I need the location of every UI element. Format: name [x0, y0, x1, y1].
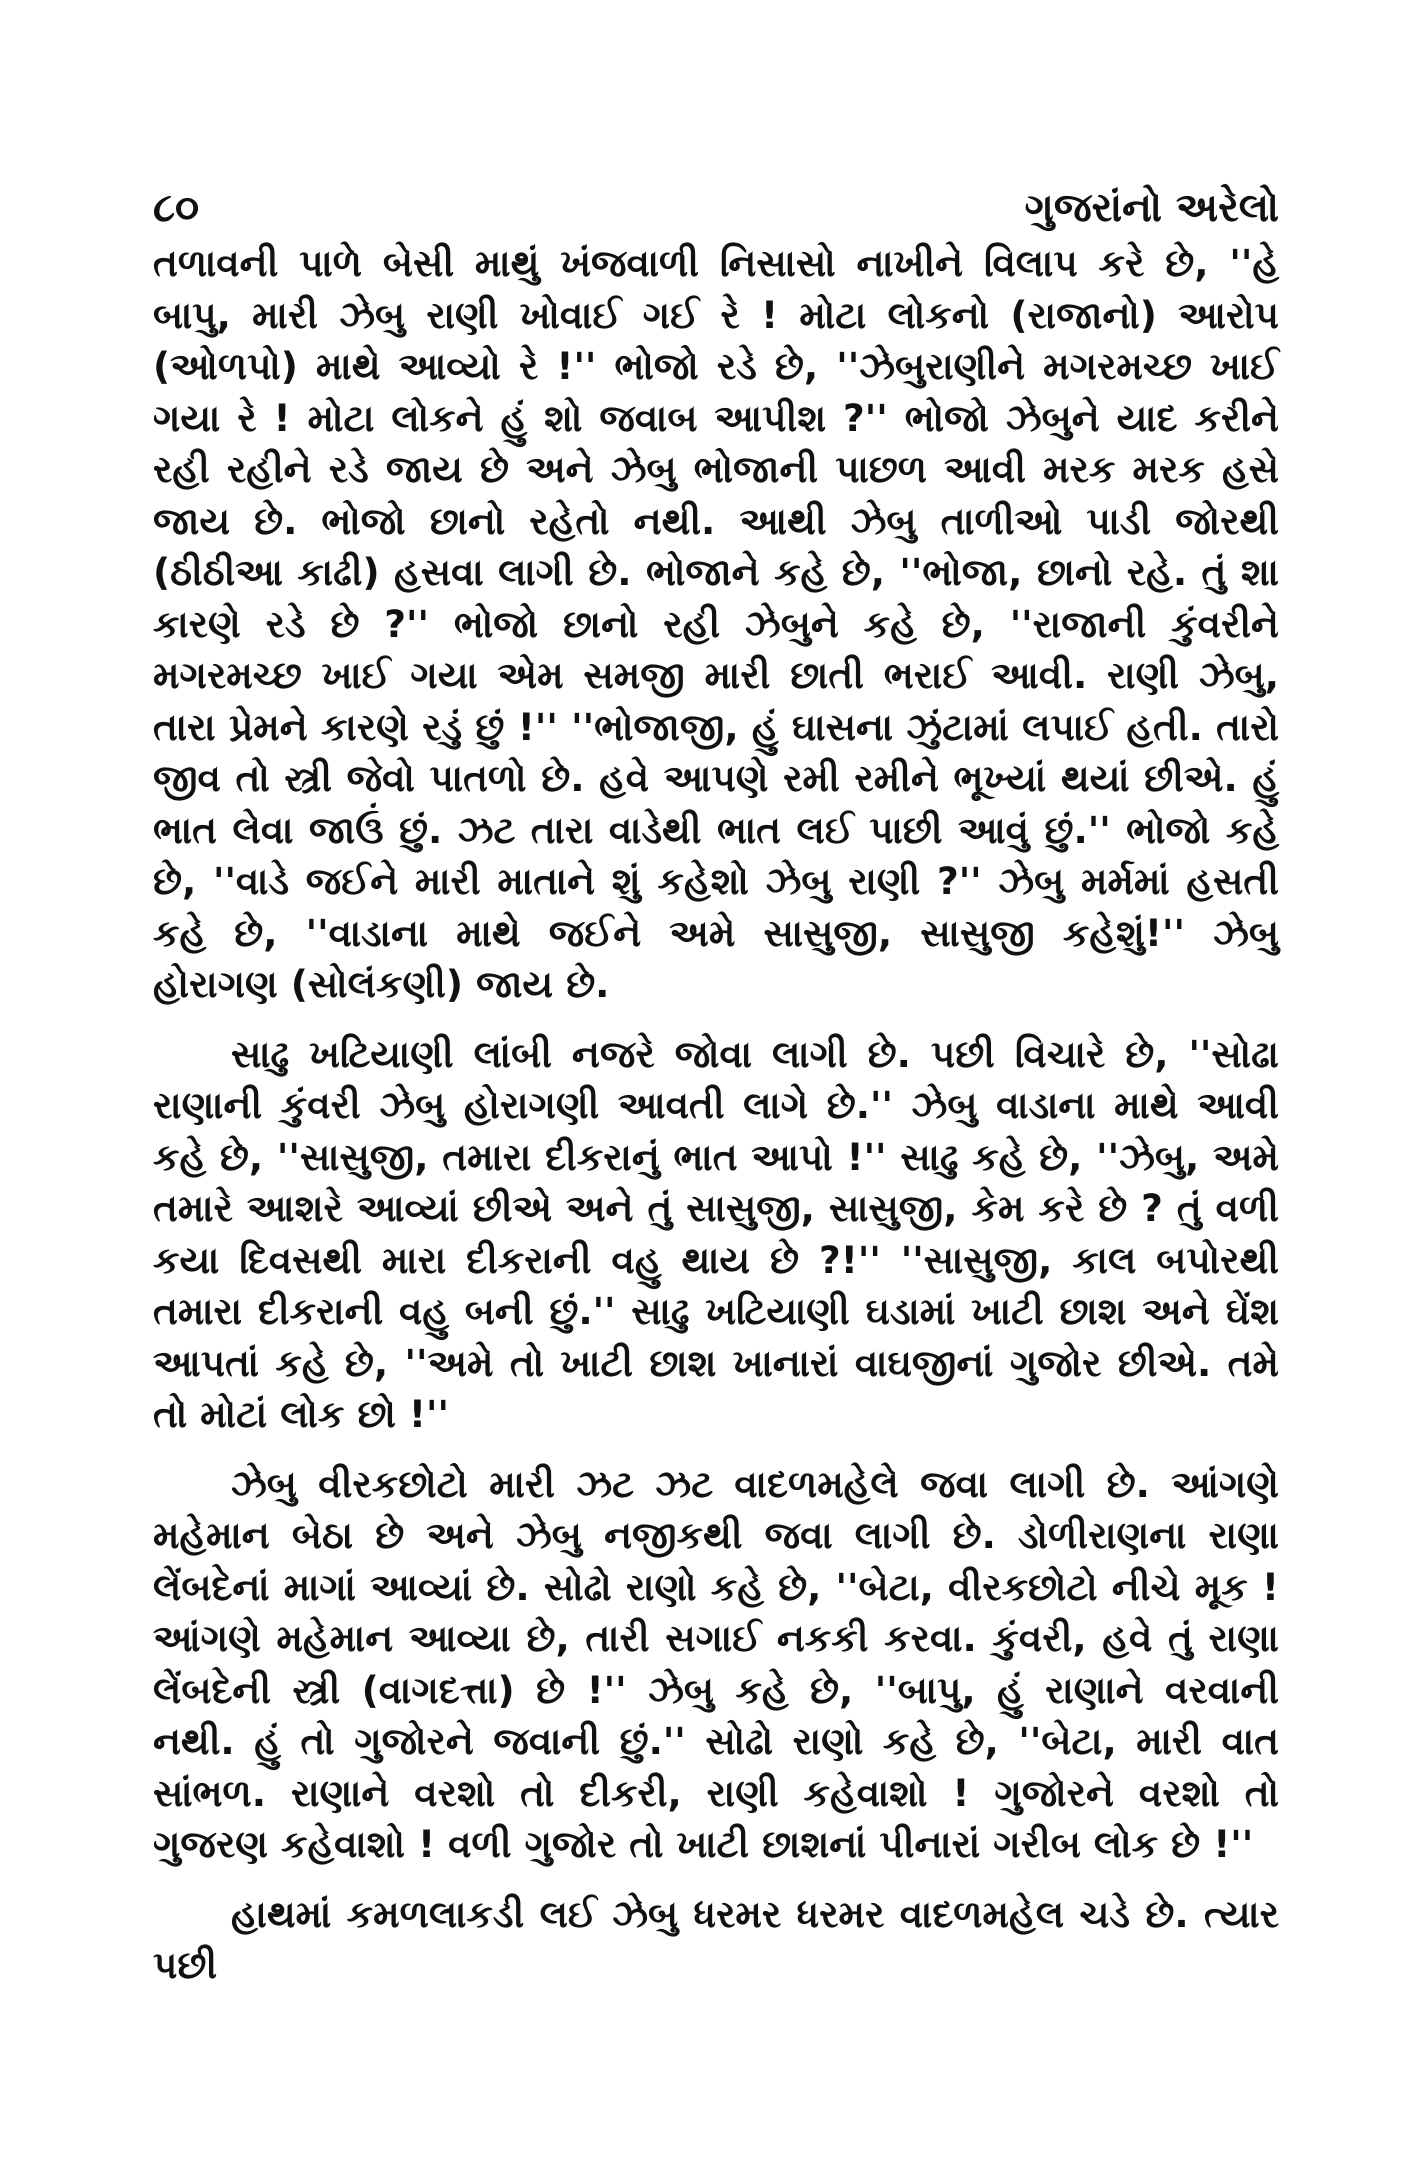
- running-title: ગુજરાંનો અરેલો: [1024, 185, 1279, 231]
- body-text: [153, 238, 1279, 1992]
- page-number: ૮૦: [153, 185, 200, 231]
- page-header: [153, 178, 1279, 238]
- paragraph-4: હાથમાં કમળલાકડી લઈ ઝેબુ ધરમર ધરમર વાદળમહેલ ચડે છે. ત્યાર પછી: [153, 1891, 1279, 1987]
- paragraph-3: ઝેબુ વીરકછોટો મારી ઝટ ઝટ વાદળમહેલે જવા લાગી છે. આંગણે મહેમાન બેઠા છે અને ઝેબુ નજીકથી જવા લાગી છે. ડોળીરાણના રાણા લેંબદેનાં માગાં આવ્યાં છે. સોઢો રાણો કહે છે, ''બેટા, વીરકછોટો નીચે મૂક ! આંગણે મહેમાન આવ્યા છે, તારી સગાઈ નકકી કરવા. કુંવરી, હવે તું રાણા લેંબદેની સ્ત્રી (વાગદત્તા) છે !'' ઝેબુ કહે છે, ''બાપુ, હું રાણાને વરવાની નથી. હું તો ગુજોરને જવાની છું.'' સોઢો રાણો કહે છે, ''બેટા, મારી વાત સાંભળ. રાણાને વરશો તો દીકરી, રાણી કહેવાશો ! ગુજોરને વરશો તો ગુજરણ કહેવાશો ! વળી ગુજોર તો ખાટી છાશનાં પીનારાં ગરીબ લોક છે !'': [153, 1461, 1279, 1866]
- paragraph-1: તળાવની પાળે બેસી માથું ખંજવાળી નિસાસો નાખીને વિલાપ કરે છે, ''હે બાપુ, મારી ઝેબુ રાણી ખોવાઈ ગઈ રે ! મોટા લોકનો (રાજાનો) આરોપ (ઓળપો) માથે આવ્યો રે !'' ભોજો રડે છે, ''ઝેબુરાણીને મગરમચ્છ ખાઈ ગયા રે ! મોટા લોકને હું શો જવાબ આપીશ ?'' ભોજો ઝેબુને યાદ કરીને રહી રહીને રડે જાય છે અને ઝેબુ ભોજાની પાછળ આવી મરક મરક હસે જાય છે. ભોજો છાનો રહેતો નથી. આથી ઝેબુ તાળીઓ પાડી જોરથી (ઠીઠીઆ કાઢી) હસવા લાગી છે. ભોજાને કહે છે, ''ભોજા, છાનો રહે. તું શા કારણે રડે છે ?'' ભોજો છાનો રહી ઝેબુને કહે છે, ''રાજાની કુંવરીને મગરમચ્છ ખાઈ ગયા એમ સમજી મારી છાતી ભરાઈ આવી. રાણી ઝેબુ, તારા પ્રેમને કારણે રડું છું !'' ''ભોજાજી, હું ઘાસના ઝુંટામાં લપાઈ હતી. તારો જીવ તો સ્ત્રી જેવો પાતળો છે. હવે આપણે રમી રમીને ભૂખ્યાં થયાં છીએ. હું ભાત લેવા જાઉં છું. ઝટ તારા વાડેથી ભાત લઈ પાછી આવું છું.'' ભોજો કહે છે, ''વાડે જઈને મારી માતાને શું કહેશો ઝેબુ રાણી ?'' ઝેબુ મર્મમાં હસતી કહે છે, ''વાડાના માથે જઈને અમે સાસુજી, સાસુજી કહેશું!'' ઝેબુ હોરાગણ (સોલંકણી) જાય છે.: [153, 241, 1279, 1006]
- paragraph-2: સાઢુ ખટિયાણી લાંબી નજરે જોવા લાગી છે. પછી વિચારે છે, ''સોઢા રાણાની કુંવરી ઝેબુ હોરાગણી આવતી લાગે છે.'' ઝેબુ વાડાના માથે આવી કહે છે, ''સાસુજી, તમારા દીકરાનું ભાત આપો !'' સાઢુ કહે છે, ''ઝેબુ, અમે તમારે આશરે આવ્યાં છીએ અને તું સાસુજી, સાસુજી, કેમ કરે છે ? તું વળી કયા દિવસથી મારા દીકરાની વહુ થાય છે ?!'' ''સાસુજી, કાલ બપોરથી તમારા દીકરાની વહુ બની છું.'' સાઢુ ખટિયાણી ઘડામાં ખાટી છાશ અને ઘેંશ આપતાં કહે છે, ''અમે તો ખાટી છાશ ખાનારાં વાઘજીનાં ગુજોર છીએ. તમે તો મોટાં લોક છો !'': [153, 1031, 1279, 1436]
